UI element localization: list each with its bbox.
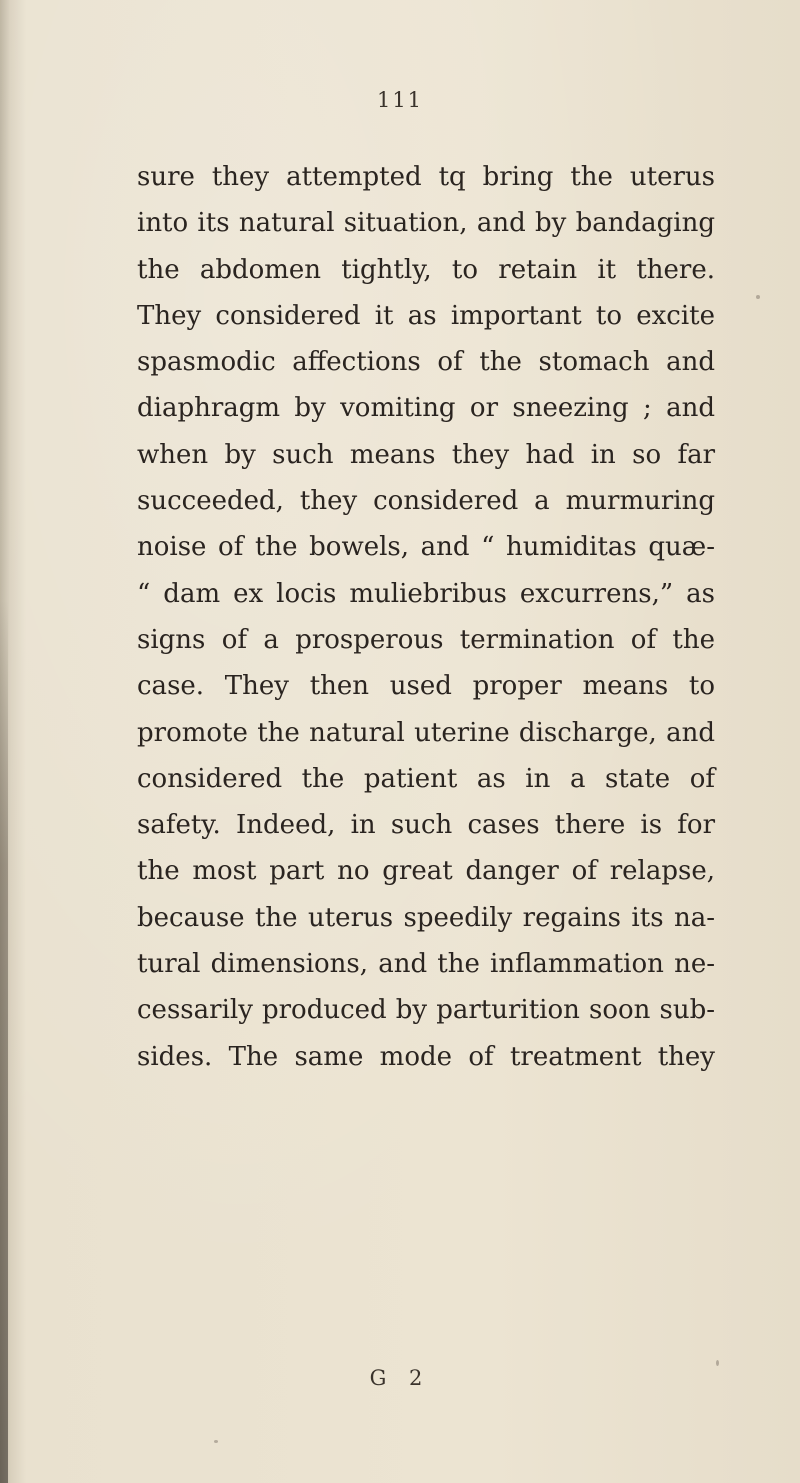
page-number: 111 [376, 88, 424, 112]
text-line: sure they attempted tq bring the uterus [137, 162, 715, 192]
text-line: case. They then used proper means to [137, 671, 715, 702]
paper-speck [756, 295, 760, 299]
text-line: considered the patient as in a state of [137, 763, 715, 794]
text-line: because the uterus speedily regains its na- [137, 902, 715, 933]
page-binding-shadow [0, 600, 8, 1483]
text-line: the abdomen tightly, to retain it there. [137, 254, 715, 285]
paper-speck [716, 1360, 719, 1366]
text-line: promote the natural uterine discharge, and [137, 717, 715, 748]
paper-speck [655, 690, 658, 693]
text-line: safety. Indeed, in such cases there is for [137, 810, 715, 841]
signature-mark: G 2 [369, 1366, 431, 1390]
text-line: diaphragm by vomiting or sneezing ; and [137, 393, 715, 424]
text-line: sides. The same mode of treatment they [137, 1041, 715, 1072]
text-line: signs of a prosperous termination of the [137, 624, 715, 655]
text-line: noise of the bowels, and “ humiditas quæ- [137, 532, 715, 563]
paper-speck [214, 1440, 218, 1443]
body-text [137, 154, 715, 1080]
text-line: spasmodic affections of the stomach and [137, 347, 715, 378]
text-line: when by such means they had in so far [137, 439, 715, 470]
text-line: tural dimensions, and the inflammation ne- [137, 949, 715, 980]
text-line: “ dam ex locis muliebribus excurrens,” as [137, 578, 715, 609]
text-line: into its natural situation, and by bandaging [137, 208, 715, 239]
text-line: cessarily produced by parturition soon sub- [137, 995, 715, 1026]
text-line: succeeded, they considered a murmuring [137, 486, 715, 517]
text-line: They considered it as important to excite [137, 300, 715, 331]
text-line: the most part no great danger of relapse, [137, 856, 715, 887]
